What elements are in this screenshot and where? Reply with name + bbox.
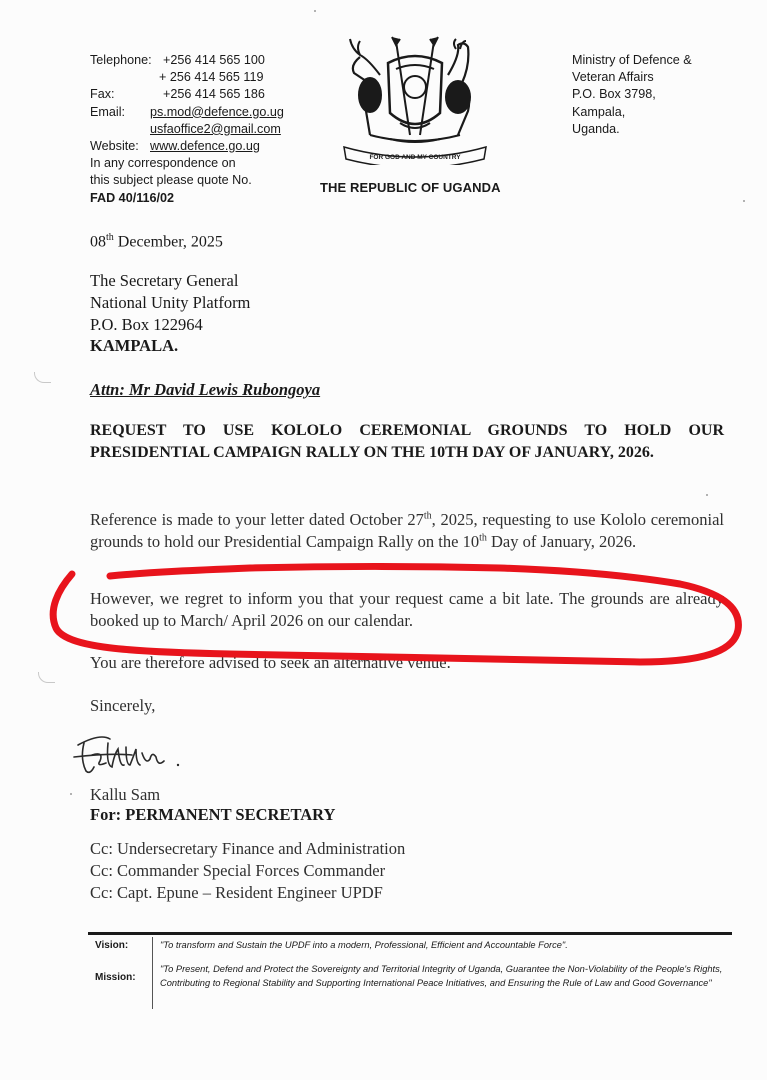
- cc-item-2: Cc: Commander Special Forces Commander: [90, 860, 386, 880]
- ministry-line-1: Ministry of Defence &: [572, 53, 692, 67]
- mission-label: Mission:: [95, 972, 136, 983]
- email-label: Email:: [90, 104, 125, 119]
- fax-number: +256 414 565 186: [163, 87, 265, 102]
- subject-heading: REQUEST TO USE KOLOLO CEREMONIAL GROUNDS TO HOLD OUR PRESIDENTIAL CAMPAIGN RALLY ON THE 10TH DAY OF JANUARY, 2026.: [90, 422, 724, 461]
- recipient-line-2: National Unity Platform: [90, 292, 251, 312]
- para1-part-a: Reference is made to your letter dated October 27: [90, 510, 424, 529]
- website-label: Website:: [90, 139, 139, 154]
- fax-label: Fax:: [90, 87, 115, 102]
- recipient-line-3: P.O. Box 122964: [90, 314, 203, 334]
- closing: Sincerely,: [90, 696, 156, 715]
- para1-sup-2: th: [479, 532, 487, 544]
- paragraph-advice: You are therefore advised to seek an alternative venue.: [90, 653, 451, 672]
- para1-part-c: Day of January, 2026.: [486, 531, 637, 551]
- vision-label: Vision:: [95, 940, 129, 951]
- correspondence-note-1: In any correspondence on: [90, 156, 236, 171]
- email-link-2[interactable]: usfaoffice2@gmail.com: [150, 121, 281, 136]
- telephone-1: +256 414 565 100: [163, 53, 265, 67]
- ministry-line-3: P.O. Box 3798,: [572, 87, 656, 102]
- ministry-line-4: Kampala,: [572, 104, 626, 119]
- crest-motto: FOR GOD AND MY COUNTRY: [369, 154, 461, 161]
- para1-part-b: , 2025, requesting to use Kololo ceremonial grounds to hold our Presidential Campaign Rally on the 10: [90, 510, 725, 551]
- email-link-1[interactable]: ps.mod@defence.go.ug: [150, 104, 284, 119]
- mission-text: "To Present, Defend and Protect the Sovereignty and Territorial Integrity of Uganda, Guarantee the Non-Violability of the People's Rights, Contributing to Regional Stability and Supporting International Peace Initiatives, and Ensuring the Rule of Law and Good Governance": [160, 964, 723, 988]
- attention-line: Attn: Mr David Lewis Rubongoya: [90, 380, 321, 399]
- telephone-label: Telephone:: [90, 53, 152, 67]
- recipient-line-1: The Secretary General: [90, 271, 239, 290]
- paragraph-regret: However, we regret to inform you that your request came a bit late. The grounds are already booked up to March/ April 2026 on our calendar.: [90, 589, 724, 630]
- cc-item-1: Cc: Undersecretary Finance and Administration: [90, 839, 406, 858]
- ministry-line-2: Veteran Affairs: [572, 70, 654, 85]
- telephone-2: + 256 414 565 119: [159, 70, 264, 85]
- date-suffix: th: [106, 232, 114, 243]
- website-link[interactable]: www.defence.go.ug: [150, 139, 260, 154]
- recipient-city: KAMPALA.: [90, 336, 179, 356]
- cc-item-3: Cc: Capt. Epune – Resident Engineer UPDF: [90, 882, 383, 902]
- ministry-line-5: Uganda.: [572, 121, 620, 136]
- vision-text: "To transform and Sustain the UPDF into a modern, Professional, Efficient and Accountable Force".: [160, 940, 568, 950]
- signatory-title: For: PERMANENT SECRETARY: [90, 805, 336, 824]
- date-rest: December, 2025: [113, 233, 223, 251]
- signatory-name: Kallu Sam: [90, 785, 161, 804]
- republic-title: THE REPUBLIC OF UGANDA: [320, 180, 501, 195]
- correspondence-note-2: this subject please quote No.: [90, 173, 252, 188]
- date-day: 08: [90, 233, 106, 251]
- para1-sup-1: th: [423, 510, 432, 522]
- reference-number: FAD 40/116/02: [90, 190, 175, 205]
